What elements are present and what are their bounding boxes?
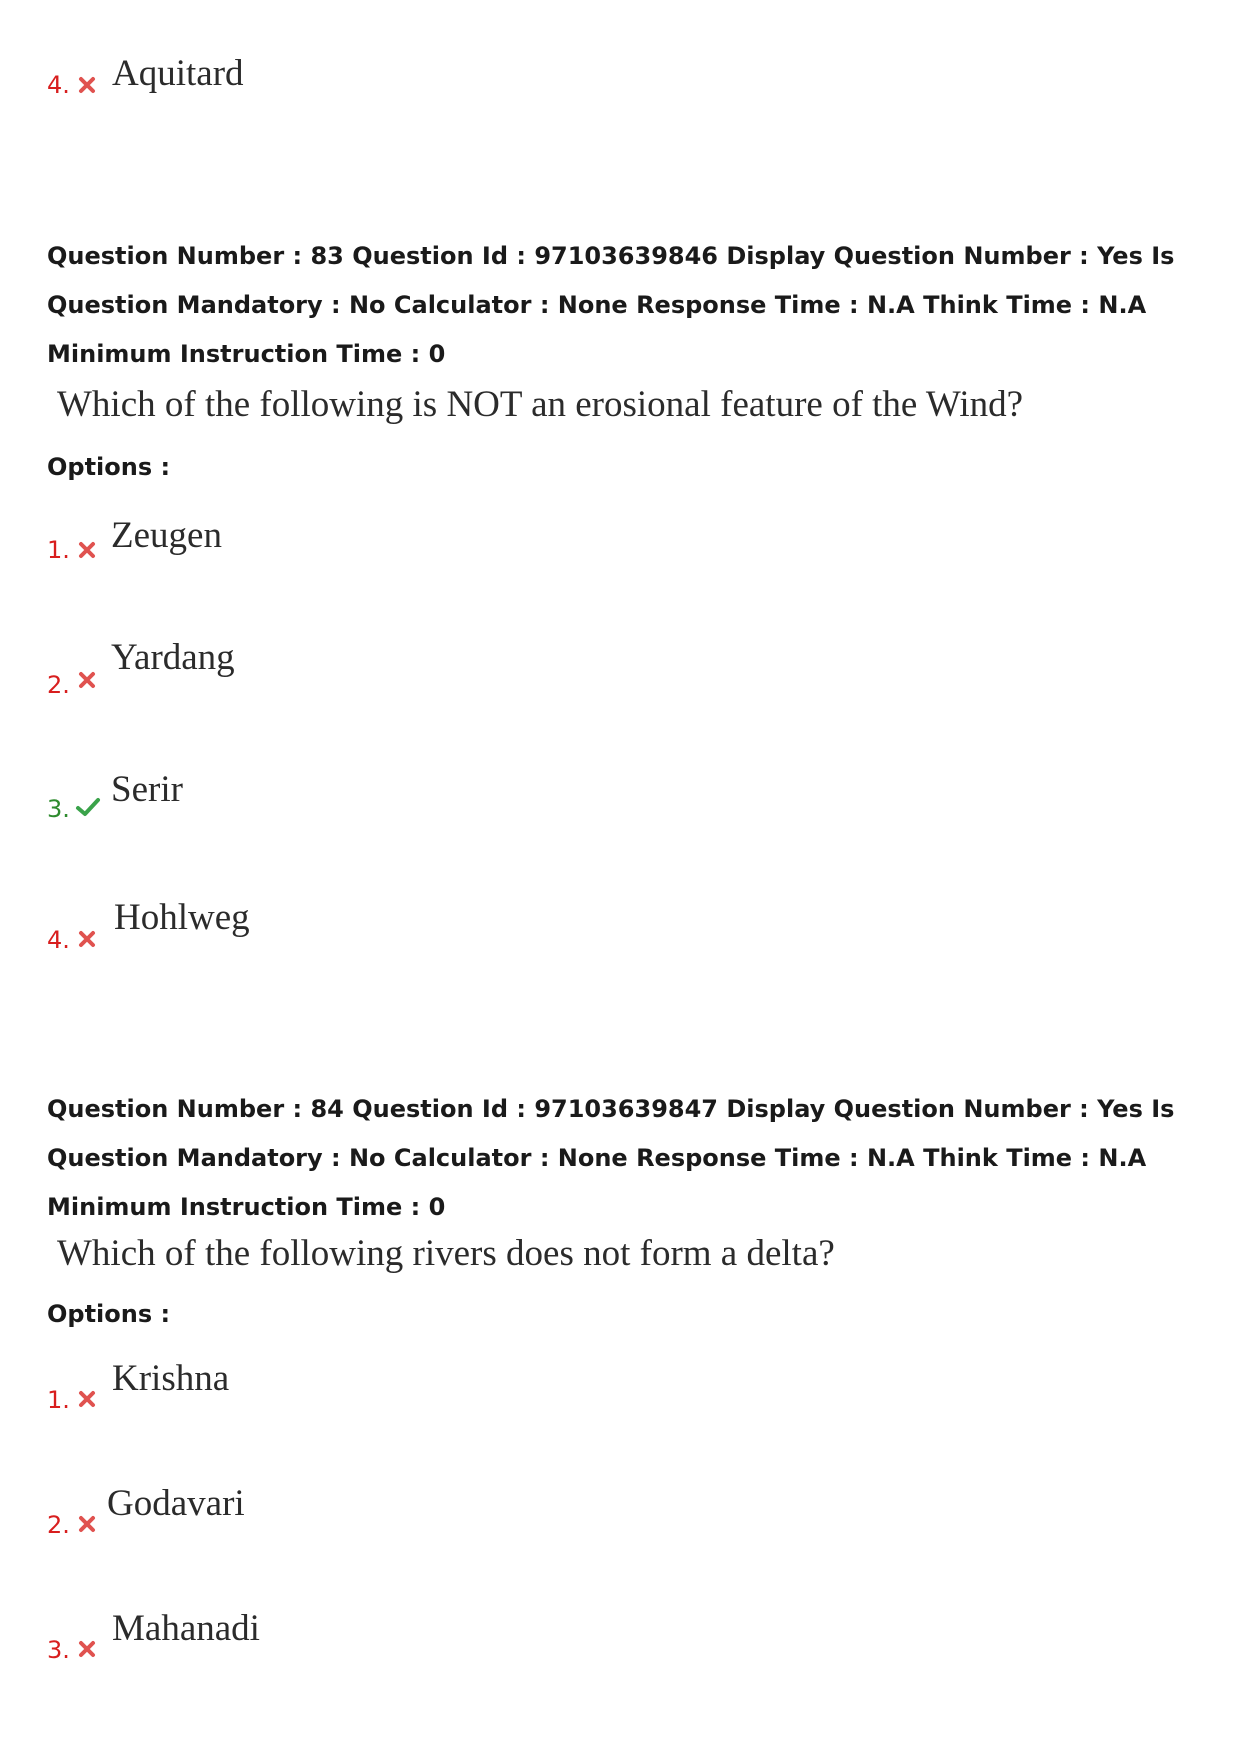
option-number: 3. [47, 1636, 70, 1664]
option-number: 3. [47, 795, 70, 823]
option-text: Krishna [112, 1358, 230, 1399]
option-item [0, 53, 1240, 120]
option-text: Hohlweg [114, 897, 250, 938]
option-number: 2. [47, 1511, 70, 1539]
cross-icon [76, 1513, 98, 1535]
option-number: 2. [47, 671, 70, 699]
question-text: Which of the following rivers does not form a delta? [57, 1233, 835, 1274]
option-item [0, 1358, 1240, 1435]
option-item [0, 1483, 1240, 1560]
question-text: Which of the following is NOT an erosional feature of the Wind? [57, 384, 1024, 425]
cross-icon [76, 1388, 98, 1410]
cross-icon [76, 1638, 98, 1660]
option-text: Aquitard [112, 53, 244, 94]
question-meta: Question Number : 84 Question Id : 97103639847 Display Question Number : Yes Is Question Mandatory : No Calculator : None Response Time : N.A Think Time : N.A Minimum Instruction Time : 0 [47, 1095, 1175, 1221]
option-text: Godavari [107, 1483, 245, 1524]
options-label: Options : [47, 453, 171, 481]
option-text: Serir [111, 769, 183, 810]
option-text: Yardang [111, 637, 235, 678]
cross-icon [76, 539, 98, 561]
option-item [0, 1608, 1240, 1685]
option-text: Zeugen [111, 515, 222, 556]
option-item [0, 515, 1240, 585]
option-item [0, 897, 1240, 980]
question-meta: Question Number : 83 Question Id : 97103639846 Display Question Number : Yes Is Question Mandatory : No Calculator : None Response Time : N.A Think Time : N.A Minimum Instruction Time : 0 [47, 242, 1175, 368]
option-number: 1. [47, 536, 70, 564]
cross-icon [76, 669, 98, 691]
option-number: 4. [47, 71, 70, 99]
option-text: Mahanadi [112, 1608, 260, 1649]
options-label: Options : [47, 1300, 171, 1328]
option-item [0, 637, 1240, 720]
option-number: 4. [47, 926, 70, 954]
cross-icon [76, 928, 98, 950]
check-icon [75, 796, 101, 818]
option-item [0, 769, 1240, 845]
option-number: 1. [47, 1386, 70, 1414]
cross-icon [76, 74, 98, 96]
